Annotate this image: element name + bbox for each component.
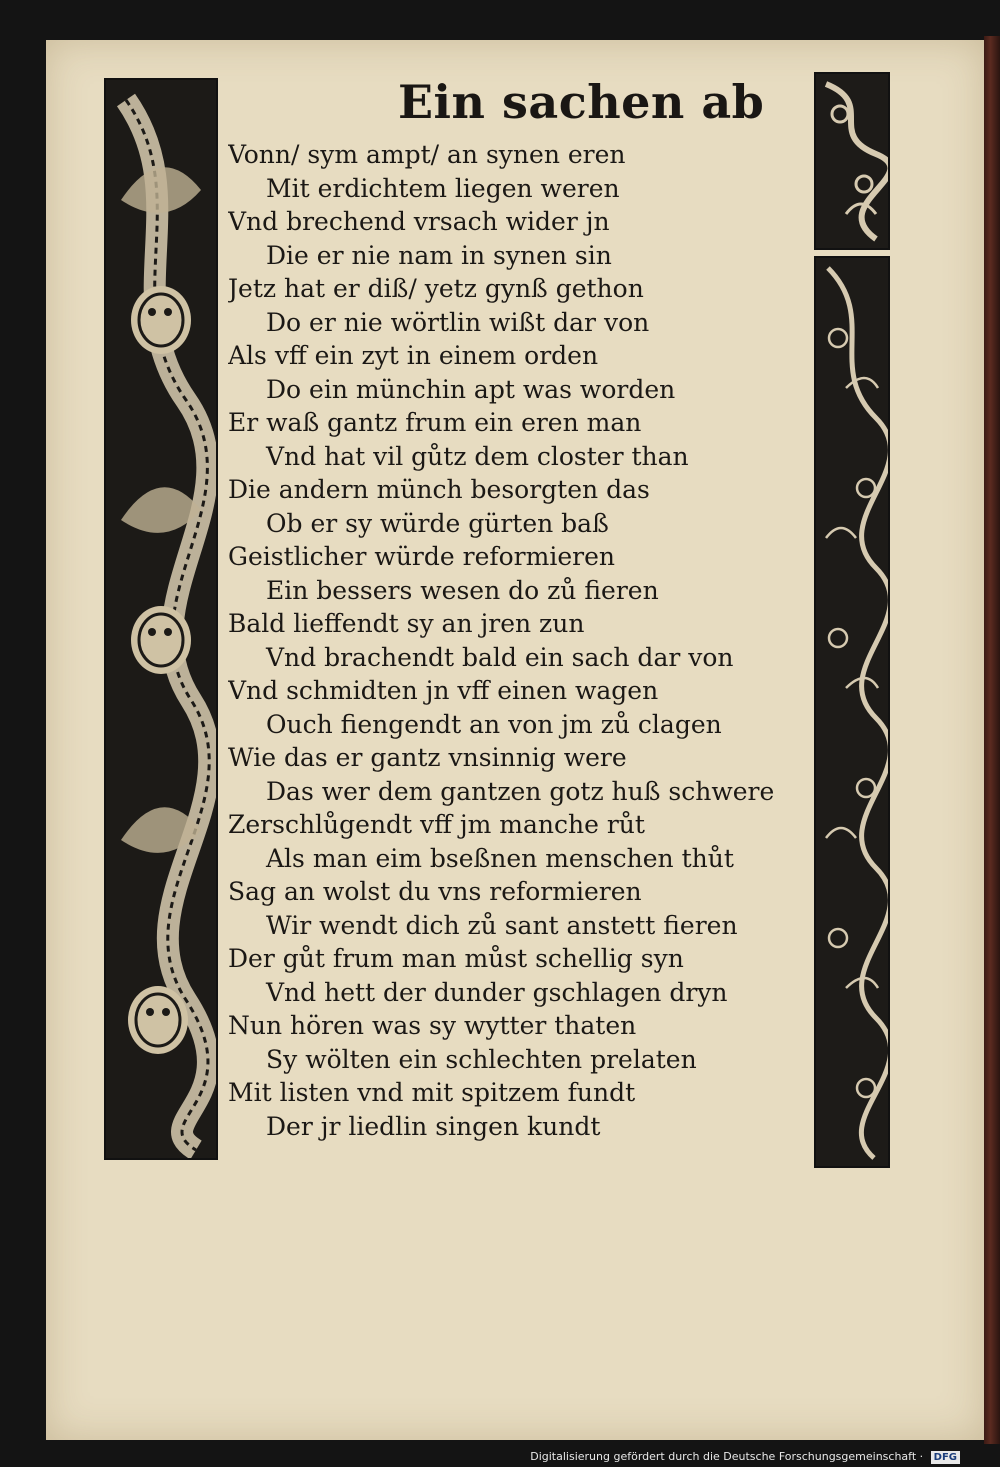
woodcut-angels-ribbon-icon [104, 78, 218, 1160]
verse-line: Sag an wolst du vns reformieren [228, 877, 642, 906]
verse-line: Er waß gantz frum ein eren man [228, 408, 642, 437]
verse-line: Vnd brachendt bald ein sach dar von [266, 642, 734, 672]
verse-line: Mit erdichtem liegen weren [266, 173, 620, 203]
digitization-credit [530, 1449, 960, 1465]
verse-line: Do ein münchin apt was worden [266, 374, 676, 404]
credit-text: Digitalisierung gefördert durch die Deutsche Forschungsgemeinschaft · [530, 1450, 924, 1463]
verse-line: Die andern münch besorgten das [228, 475, 650, 504]
dfg-logo-icon: DFG [931, 1451, 960, 1464]
verse-line: Mit listen vnd mit spitzem fundt [228, 1078, 636, 1107]
running-title: Ein sachen ab [398, 75, 765, 129]
verse-line: Das wer dem gantzen gotz huß schwere [266, 776, 775, 806]
verse-line: Zerschlůgendt vff jm manche růt [228, 810, 645, 839]
book-edge [984, 36, 1000, 1444]
woodcut-foliage-top-icon [814, 72, 890, 250]
verse-line: Als man eim bseßnen menschen thůt [266, 843, 734, 873]
verse-line: Geistlicher würde reformieren [228, 542, 615, 571]
verse-line: Der jr liedlin singen kundt [266, 1111, 601, 1141]
verse-line: Vnd hett der dunder gschlagen dryn [266, 977, 728, 1007]
verse-line: Vonn/ sym ampt/ an synen eren [228, 140, 626, 169]
verse-line: Vnd schmidten jn vff einen wagen [228, 676, 659, 705]
verse-line: Jetz hat er diß/ yetz gynß gethon [228, 274, 644, 303]
verse-line: Der gůt frum man můst schellig syn [228, 944, 684, 973]
verse-line: Sy wölten ein schlechten prelaten [266, 1044, 697, 1074]
verse-line: Die er nie nam in synen sin [266, 240, 612, 270]
verse-line: Wie das er gantz vnsinnig were [228, 743, 627, 772]
verse-line: Ob er sy würde gürten baß [266, 508, 609, 538]
woodcut-foliage-icon [814, 256, 890, 1168]
verse-line: Vnd hat vil gůtz dem closter than [266, 441, 689, 471]
verse-line: Wir wendt dich zů sant anstett fieren [266, 910, 738, 940]
verse-line: Ouch fiengendt an von jm zů clagen [266, 709, 722, 739]
verse-line: Nun hören was sy wytter thaten [228, 1011, 637, 1040]
verse-line: Vnd brechend vrsach wider jn [228, 207, 610, 236]
verse-line: Bald lieffendt sy an jren zun [228, 609, 585, 638]
verse-line: Do er nie wörtlin wißt dar von [266, 307, 650, 337]
verse-text [228, 138, 812, 1143]
verse-line: Als vff ein zyt in einem orden [228, 341, 599, 370]
verse-line: Ein bessers wesen do zů fieren [266, 575, 659, 605]
